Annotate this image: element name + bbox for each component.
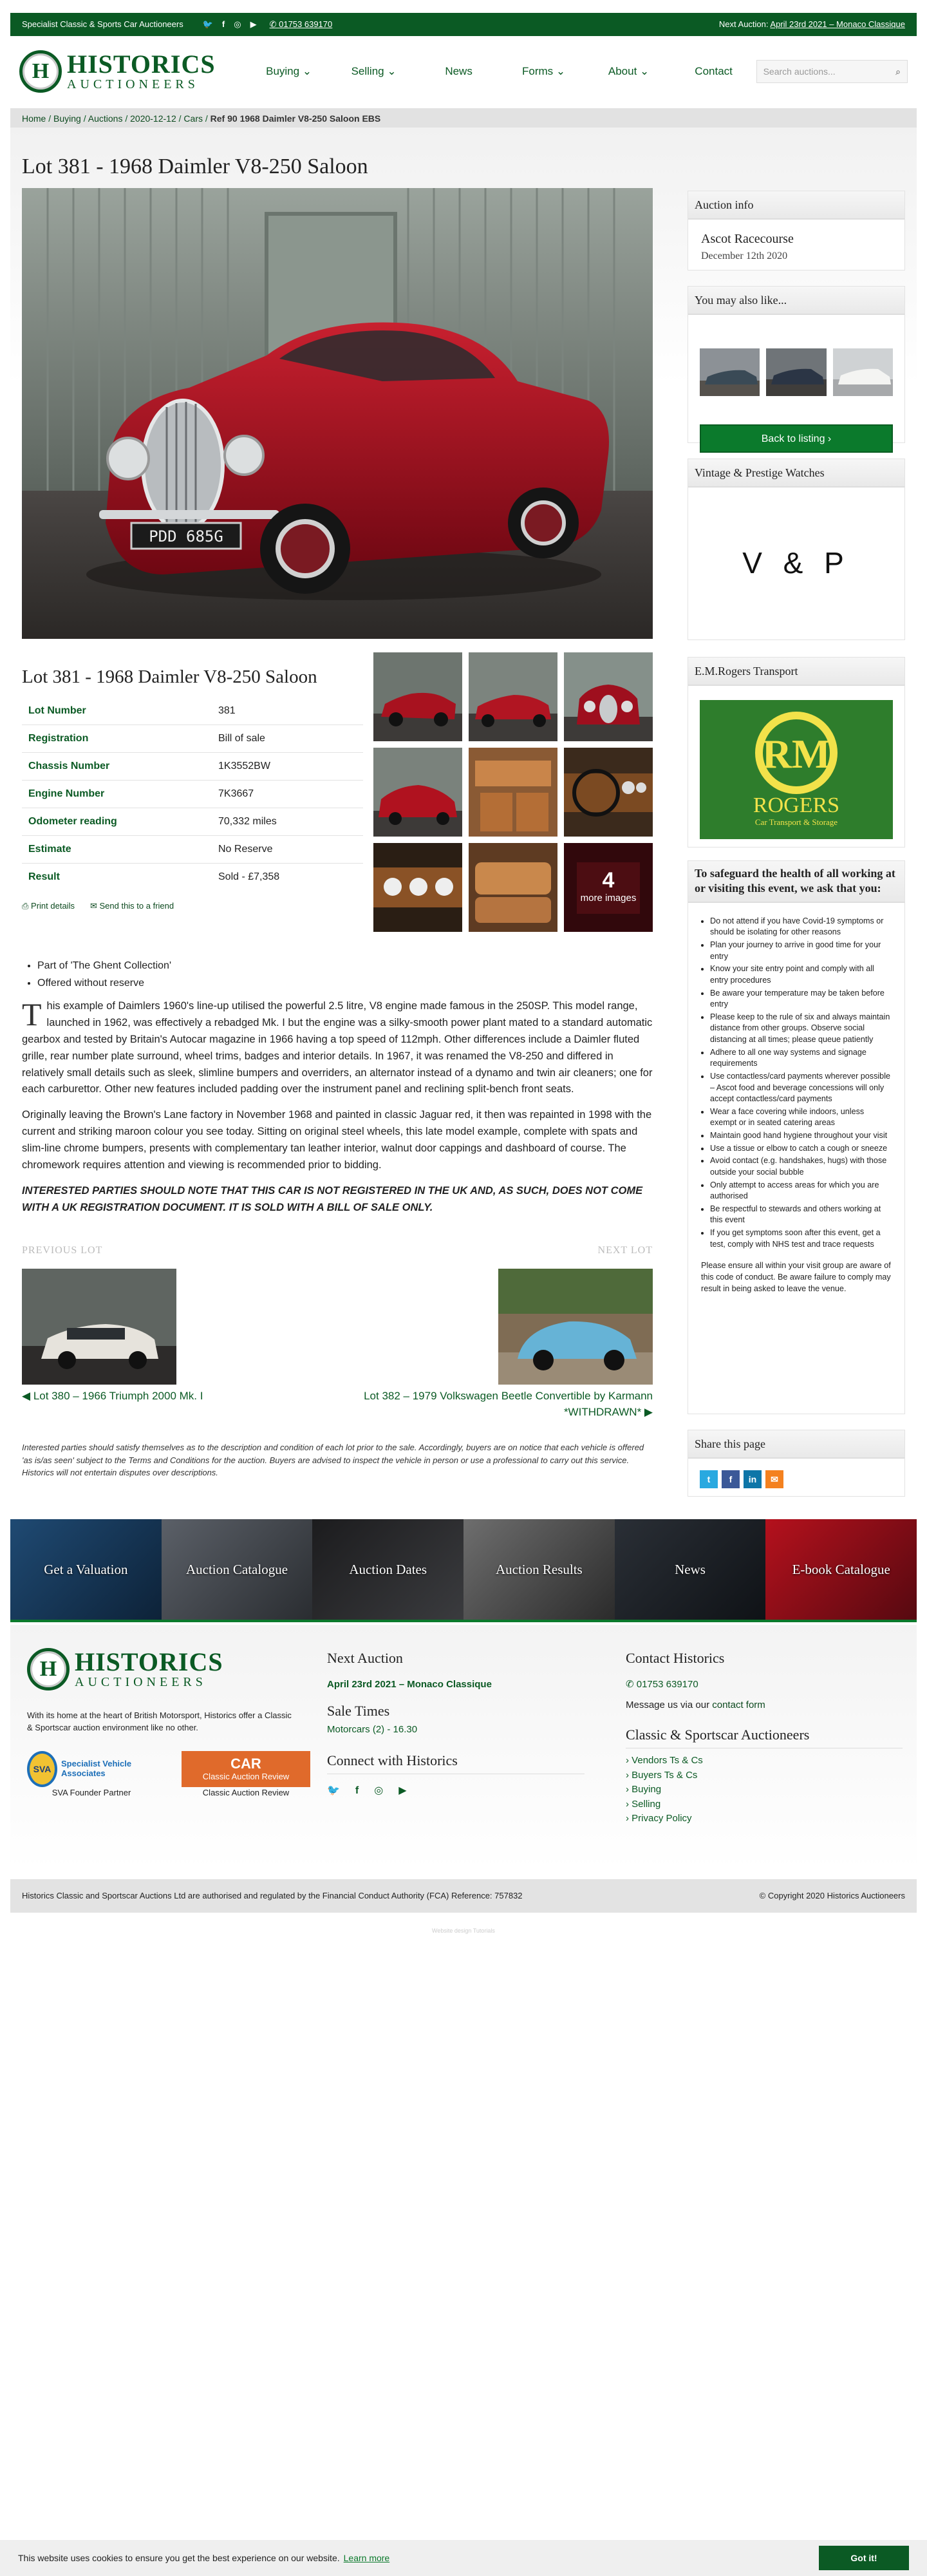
emr-tagline: Car Transport & Storage [754,817,838,827]
breadcrumb-date[interactable]: 2020-12-12 [130,113,176,124]
description-paragraph [22,998,653,1098]
phone-icon: ✆ [626,1678,634,1690]
next-auction-prefix: Next Auction: [718,19,769,29]
thumb-rear-three-quarter-photo [373,748,462,837]
chevron-down-icon: ⌄ [556,64,566,77]
more-images-label: more images [580,893,637,904]
related-lots-panel [688,286,905,443]
legal-text: Historics Classic and Sportscar Auctions Ltd are authorised and regulated by the Financial Conduct Authority (FCA) Reference: 757832 [22,1890,523,1900]
list-item: • Do not attend if you have Covid-19 symptoms or should be isolating for other reasons [710,916,892,938]
list-item: • Part of 'The Ghent Collection' [37,958,171,973]
auction-info-heading: Auction info [688,191,904,220]
contact-form-link[interactable]: contact form [712,1699,765,1710]
footer-classic-heading: Classic & Sportscar Auctioneers [626,1725,903,1748]
footer-sale-times: Motorcars (2) - 16.30 [327,1723,418,1735]
footer-social [327,1783,585,1798]
related-car-photo [833,348,893,396]
emr-wordmark: ROGERS [753,793,840,817]
list-item: • Know your site entry point and comply with all entry procedures [710,963,892,986]
spec-value: Bill of sale [218,724,363,752]
chevron-circle-icon: › [626,1755,629,1766]
nav-forms-label[interactable]: Forms [522,64,554,77]
thumb-rear-photo [469,652,557,741]
related-car-photo [766,348,826,396]
facebook-icon[interactable]: f [221,19,225,29]
chevron-down-icon: ⌄ [640,64,650,77]
car-logo-abbr: CAR [230,1756,261,1772]
instagram-icon[interactable]: ◎ [374,1785,384,1797]
next-lot-title[interactable]: Lot 382 – 1979 Volkswagen Beetle Convertible by Karmann *WITHDRAWN* [364,1390,653,1418]
chevron-circle-icon: › [626,1798,629,1810]
search-placeholder: Search auctions... [763,66,836,77]
spec-key: Odometer reading [22,808,218,835]
breadcrumb-home[interactable]: Home [22,113,46,124]
table-row [22,697,363,724]
gallery-thumbnail[interactable] [373,652,462,741]
thumb-front-photo [564,652,653,741]
tile-dates-label[interactable]: Auction Dates [349,1561,427,1577]
main-lot-image[interactable] [22,188,653,639]
print-icon: ⎙ [22,901,29,911]
nav-about[interactable] [586,64,671,80]
cookie-learn-more[interactable]: Learn more [343,2552,390,2563]
tile-results-label[interactable]: Auction Results [495,1561,583,1577]
footer-links [626,1754,903,1826]
footer-message [626,1698,903,1712]
footer-about [27,1648,297,1799]
covid-safety-panel [688,860,905,1414]
previous-lot-title[interactable]: Lot 380 – 1966 Triumph 2000 Mk. I [33,1390,203,1402]
breadcrumb-auctions[interactable]: Auctions [88,113,123,124]
nav-about-label[interactable]: About [608,64,637,77]
chevron-left-circle-icon: ◀ [22,1390,31,1402]
related-lot-thumbnail[interactable] [700,348,760,396]
vp-heading: Vintage & Prestige Watches [688,459,904,488]
breadcrumb-current: Ref 90 1968 Daimler V8-250 Saloon EBS [210,113,381,124]
vp-sponsor-panel [688,459,905,640]
sva-logo: SVA [27,1751,57,1787]
auction-venue: Ascot Racecourse [701,232,794,247]
auction-info-panel [688,191,905,270]
nav-buying[interactable] [247,64,332,80]
table-row [22,835,363,863]
page-title: Lot 381 - 1968 Daimler V8-250 Saloon [22,155,368,178]
spec-value: 70,332 miles [218,808,363,835]
related-lot-thumbnail[interactable] [833,348,893,396]
list-item: • Be aware your temperature may be taken before entry [710,988,892,1010]
more-images-overlay[interactable] [564,843,653,932]
print-details-label[interactable]: Print details [31,901,75,911]
drop-cap: T [22,996,42,1032]
footer-about-text: With its home at the heart of British Motorsport, Historics offer a Classic & Sportscar auction environment like no other. [27,1710,292,1732]
share-twitter-icon[interactable]: t [700,1470,718,1488]
next-lot-link[interactable] [318,1388,653,1420]
gallery-thumbnail[interactable] [469,843,557,932]
lot-disclaimer: Interested parties should satisfy themselves as to the description and condition of each lot prior to the sale. Accordingly, buyers are on notice that each vehicle is offered 'as is/as seen' subject to the Terms and Conditions for the auction. Buyers are advised to inspect the vehicle in person or use a professional to carry out this service. Historics will not entertain disputes over descriptions. [22,1443,644,1477]
footer-link-label[interactable]: Privacy Policy [632,1813,692,1824]
spec-key: Engine Number [22,780,218,808]
triumph-photo [22,1269,176,1385]
details-title: Lot 381 - 1968 Daimler V8-250 Saloon [22,667,317,687]
car-photo [22,188,653,639]
tile-valuation[interactable] [10,1519,162,1620]
twitter-icon[interactable]: 🐦 [202,19,213,29]
covid-closing: Please ensure all within your visit group are aware of this code of conduct. Be aware failure to comply may result in being asked to leave the venue. [701,1261,891,1293]
auction-date: December 12th 2020 [701,251,788,262]
spec-key: Chassis Number [22,752,218,780]
related-lot-thumbnail[interactable] [766,348,826,396]
footer-sale-heading: Sale Times [327,1702,390,1719]
cookie-text: This website uses cookies to ensure you get the best experience on our website. [18,2552,340,2563]
spec-value: Sold - £7,358 [218,863,363,891]
gallery-thumbnail[interactable] [373,748,462,837]
covid-heading: To safeguard the health of all working at or visiting this event, we ask that you: [688,861,904,903]
list-item: • Offered without reserve [37,976,171,990]
nav-news[interactable] [417,64,501,80]
sva-caption: SVA Founder Partner [52,1787,131,1797]
spec-key: Registration [22,724,218,752]
nav-news-label[interactable]: News [445,64,473,77]
logo-line1: HISTORICS [67,50,216,79]
chevron-circle-icon: › [626,1813,629,1824]
car-caption: Classic Auction Review [202,1787,290,1797]
thumb-dashboard-photo [564,748,653,837]
gallery-thumbnail[interactable] [373,843,462,932]
footer-contact-heading: Contact Historics [626,1650,725,1666]
vp-logo[interactable]: V & P [742,546,850,580]
more-images-count: 4 [602,868,615,893]
share-panel [688,1430,905,1497]
related-lots-heading: You may also like... [688,287,904,315]
spec-value: 1K3552BW [218,752,363,780]
chevron-down-icon: ⌄ [302,64,312,77]
youtube-icon[interactable]: ▶ [250,19,257,29]
previous-lot-image[interactable] [22,1269,176,1385]
list-item: • Please keep to the rule of six and always maintain distance from other groups. Observe social distancing at all times; please queue patiently [710,1012,892,1046]
footer-connect-heading: Connect with Historics [327,1750,585,1774]
list-item: • Use a tissue or elbow to catch a cough or sneeze [710,1143,892,1155]
footer-phone-number[interactable]: 01753 639170 [636,1678,698,1690]
list-item: • Be respectful to stewards and others working at this event [710,1204,892,1226]
footer-next-link[interactable]: April 23rd 2021 – Monaco Classique [327,1678,492,1690]
spec-value: No Reserve [218,835,363,863]
beetle-photo [498,1269,653,1385]
powered-by[interactable]: Website design Tutorials [432,1927,495,1934]
nav-buying-label[interactable]: Buying [266,64,300,77]
twitter-icon[interactable]: 🐦 [327,1785,340,1797]
spec-value: 381 [218,705,236,716]
table-row [22,724,363,752]
thumb-gauges-photo [373,843,462,932]
copyright-text: © Copyright 2020 Historics Auctioneers [759,1890,905,1900]
sva-name: Specialist Vehicle Associates [61,1759,132,1778]
footer-link-buyers[interactable] [626,1768,903,1783]
spec-table [22,697,363,891]
envelope-icon: ✉ [89,901,97,911]
tagline: Specialist Classic & Sports Car Auctioneers [22,19,183,29]
gallery-thumbnail[interactable] [469,748,557,837]
thumbnail-gallery [373,652,653,932]
footer-link-label[interactable]: Vendors Ts & Cs [632,1755,703,1766]
footer-link-vendors[interactable] [626,1754,903,1768]
topbar-phone[interactable]: ✆ 01753 639170 [269,19,333,29]
emr-monogram [751,711,841,795]
next-lot-label: NEXT LOT [597,1245,653,1256]
sva-badge[interactable] [27,1751,156,1799]
tile-dates[interactable] [312,1519,464,1620]
breadcrumb-buying[interactable]: Buying [53,113,81,124]
spec-key: Lot Number [28,705,86,716]
car-logo-name: Classic Auction Review [202,1771,290,1781]
breadcrumb-cars[interactable]: Cars [183,113,203,124]
share-linkedin-icon[interactable]: in [744,1470,762,1488]
footer-link-label[interactable]: Buyers Ts & Cs [632,1769,698,1781]
legal-bar [10,1879,917,1913]
tile-catalogue-label[interactable]: Auction Catalogue [185,1561,288,1577]
nav-contact-label[interactable]: Contact [695,64,733,77]
chevron-circle-icon: › [626,1769,629,1781]
print-details-link[interactable] [22,900,75,913]
chevron-down-icon: ⌄ [387,64,397,77]
table-row [22,780,363,808]
instagram-icon[interactable]: ◎ [234,19,241,29]
chevron-circle-icon: › [626,1784,629,1795]
tile-ebook[interactable] [765,1519,917,1620]
lot-highlights [37,958,171,993]
send-friend-label[interactable]: Send this to a friend [99,901,174,911]
search-input[interactable] [756,60,908,83]
site-footer [10,1625,917,1870]
tile-catalogue[interactable] [162,1519,313,1620]
share-facebook-icon[interactable]: f [722,1470,740,1488]
back-to-listing-label[interactable]: Back to listing [761,433,825,444]
list-item: • Wear a face covering while indoors, unless exempt or in seated catering areas [710,1106,892,1129]
topbar-phone-number[interactable]: 01753 639170 [279,19,333,29]
emr-heading: E.M.Rogers Transport [688,658,904,686]
thumb-side-photo [373,652,462,741]
lot-navigation [22,1243,653,1418]
emr-sponsor-panel [688,657,905,848]
site-logo[interactable] [19,50,216,93]
chevron-right-circle-icon: ▶ [644,1405,653,1418]
lot-actions [22,900,174,913]
footer-next-auction [327,1648,585,1798]
share-heading: Share this page [688,1430,904,1459]
logo-line2: AUCTIONEERS [75,1675,207,1689]
cookie-banner [0,2540,927,2576]
logo-letter: H [32,59,50,84]
list-item: • Adhere to all one way systems and signage requirements [710,1047,892,1070]
tile-ebook-label[interactable]: E-book Catalogue [792,1561,890,1577]
footer-link-label[interactable]: Buying [632,1784,662,1795]
nav-selling-label[interactable]: Selling [351,64,384,77]
description-paragraph: Originally leaving the Brown's Lane factory in November 1968 and painted in classic Jaguar red, it then was repainted in 1998 with the current and striking maroon colour you see today. Sitting on original steel wheels, this late model example, complete with spats and slim-line chrome bumpers, presents with complementary tan leather interior, walnut door cappings and dashboard of course. The chromework requires attention and viewing is recommended prior to bidding. [22,1109,652,1171]
lot-description [22,998,653,1226]
covid-rules-list [688,903,904,1251]
car-logo [182,1751,310,1787]
next-lot-image[interactable] [498,1269,653,1385]
spec-key: Estimate [22,835,218,863]
table-row [22,863,363,891]
table-row [22,808,363,835]
thumb-interior-photo [469,748,557,837]
tile-news-label[interactable]: News [675,1561,706,1577]
tile-news[interactable] [615,1519,766,1620]
gallery-thumbnail[interactable] [564,652,653,741]
logo-letter: H [39,1657,57,1681]
topbar-next-auction [719,19,905,31]
list-item: • If you get symptoms soon after this event, get a test, comply with NHS test and trace requests [710,1227,892,1250]
share-email-icon[interactable]: ✉ [765,1470,783,1488]
related-car-photo [700,348,760,396]
list-item: • Maintain good hand hygiene throughout your visit [710,1130,892,1142]
send-friend-link[interactable] [90,900,174,913]
previous-lot-label: PREVIOUS LOT [22,1245,103,1256]
nav-forms[interactable] [501,64,586,80]
nav-selling[interactable] [332,64,417,80]
gallery-thumbnail[interactable] [469,652,557,741]
footer-logo[interactable] [27,1648,297,1690]
top-bar [10,13,917,36]
logo-emblem [19,50,62,93]
list-item: • Avoid contact (e.g. handshakes, hugs) with those outside your social bubble [710,1155,892,1178]
next-auction-link[interactable]: April 23rd 2021 – Monaco Classique [770,19,905,29]
car-badge[interactable] [182,1751,310,1799]
tile-results[interactable] [464,1519,615,1620]
footer-contact [626,1648,903,1826]
footer-link-privacy[interactable] [626,1812,903,1826]
emr-logo[interactable] [700,700,893,839]
logo-emblem [27,1648,70,1690]
registration-warning: INTERESTED PARTIES SHOULD NOTE THAT THIS CAR IS NOT REGISTERED IN THE UK AND, AS SUCH, DOES NOT COME WITH A UK REGISTRATION DOCUMENT. IT IS SOLD WITH A BILL OF SALE ONLY. [22,1184,643,1213]
footer-message-text: Message us via our [626,1699,710,1710]
spec-key: Result [22,863,218,891]
feature-tiles [10,1519,917,1622]
tile-valuation-label[interactable]: Get a Valuation [44,1561,128,1577]
list-item: • Use contactless/card payments wherever possible – Ascot food and beverage concessions will only accept contactless/card payments [710,1071,892,1105]
previous-lot-link[interactable] [22,1388,203,1405]
more-images-thumbnail[interactable] [564,843,653,932]
cookie-accept-button[interactable]: Got it! [819,2546,909,2570]
logo-line2: AUCTIONEERS [67,77,199,91]
spec-value: 7K3667 [218,780,363,808]
breadcrumb: Home / Buying / Auctions / 2020-12-12 / Cars / Ref 90 1968 Daimler V8-250 Saloon EBS [10,108,917,128]
social-links [203,19,257,31]
chevron-right-icon: › [827,433,832,444]
search-icon[interactable]: ⌕ [895,66,901,77]
logo-line1: HISTORICS [75,1647,223,1676]
number-plate: PDD 685G [149,527,223,545]
description-text: his example of Daimlers 1960's line-up utilised the powerful 2.5 litre, V8 engine made famous in the 250SP. This model range, launched in 1962, was effectively a rebadged Mk. I but the engine was a silky-smooth power plant mated to a standard automatic gearbox and tested by Britain's Autocar magazine in 1966 having a top speed of 112mph. Other differences include a Daimler fluted grille, rear number plate surround, wheel trims, badges and interior details. In 1967, it was renamed the V8-250 and differed in relatively small details such as sleek, slimline bumpers and overriders, an alternator instead of a dynamo and twin air cleaners; one for each carburettor. Other new features included padding over the instrument panel and reclining split-bench front seats. [22,1000,653,1095]
youtube-icon[interactable]: ▶ [398,1785,407,1797]
footer-link-label[interactable]: Selling [632,1798,661,1810]
footer-next-heading: Next Auction [327,1650,403,1666]
list-item: • Plan your journey to arrive in good time for your entry [710,940,892,962]
table-row [22,752,363,780]
site-header [10,36,917,107]
facebook-icon[interactable]: f [355,1785,359,1797]
list-item: • Only attempt to access areas for which you are authorised [710,1180,892,1202]
main-nav [247,64,756,80]
back-to-listing-button[interactable] [700,424,893,453]
gallery-thumbnail[interactable] [564,748,653,837]
footer-link-selling[interactable] [626,1797,903,1812]
footer-link-buying[interactable] [626,1783,903,1797]
thumb-rear-seat-photo [469,843,557,932]
nav-contact[interactable] [671,64,756,80]
footer-phone[interactable] [626,1678,903,1692]
svg-text:RM: RM [762,730,831,777]
